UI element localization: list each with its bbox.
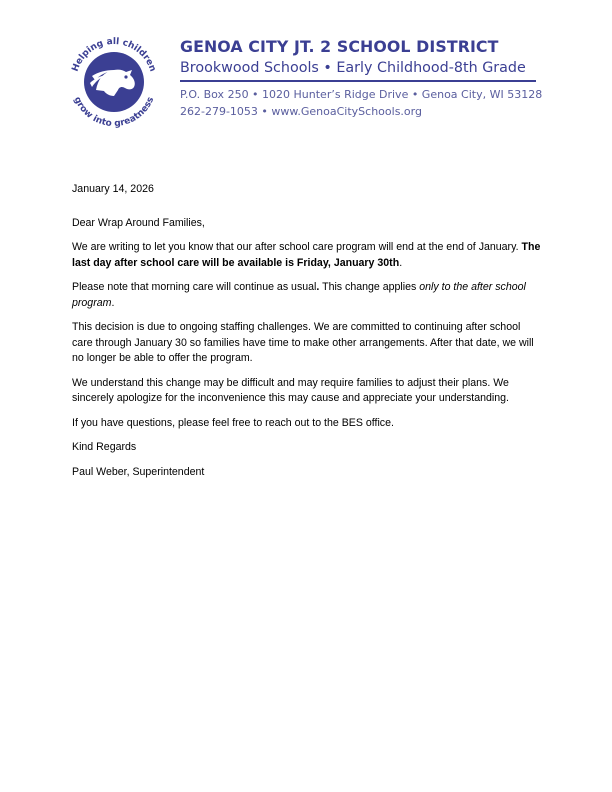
district-contact: 262-279-1053 • www.GenoaCitySchools.org [180, 105, 422, 118]
district-name: GENOA CITY JT. 2 SCHOOL DISTRICT [180, 37, 499, 56]
logo-top-text: Helping all children [70, 36, 158, 74]
signature: Paul Weber, Superintendent [72, 465, 205, 478]
closing: Kind Regards [72, 441, 137, 453]
paragraph-3: This decision is due to ongoing staffing challenges. We are committed to continuing after school care through January 30 so families have time to make other arrangements. After that date, we will no longer be able to offer the program. [72, 321, 534, 364]
letter-body [72, 182, 542, 489]
paragraph-2 [72, 280, 542, 311]
paragraph-2-text: Please note that morning care will continue as usual [72, 281, 317, 293]
header-rule [180, 80, 536, 82]
salutation: Dear Wrap Around Families, [72, 216, 205, 229]
paragraph-1 [72, 240, 542, 271]
paragraph-2-period: . [316, 281, 320, 293]
district-subtitle: Brookwood Schools • Early Childhood-8th Grade [180, 60, 526, 76]
paragraph-2-end: . [111, 296, 115, 309]
logo-bottom-text: grow into greatness [71, 95, 157, 130]
last-day-notice: The last day after school care will be available is Friday, January 30th [72, 241, 541, 269]
paragraph-5: If you have questions, please feel free to reach out to the BES office. [72, 416, 394, 429]
paragraph-2-emphasis: only to the after school program [72, 281, 526, 309]
district-logo [62, 30, 166, 134]
paragraph-4: We understand this change may be difficult and may require families to adjust their plans. We sincerely apologize for the inconvenience this may cause and appreciate your understanding. [72, 376, 509, 404]
district-address: P.O. Box 250 • 1020 Hunter’s Ridge Drive • Genoa City, WI 53128 [180, 88, 543, 101]
paragraph-2-mid: This change applies [319, 281, 420, 293]
paragraph-1-text: We are writing to let you know that our after school care program will end at the end of January. [72, 241, 519, 253]
paragraph-1-end: . [399, 256, 403, 269]
letter-date: January 14, 2026 [72, 183, 154, 195]
